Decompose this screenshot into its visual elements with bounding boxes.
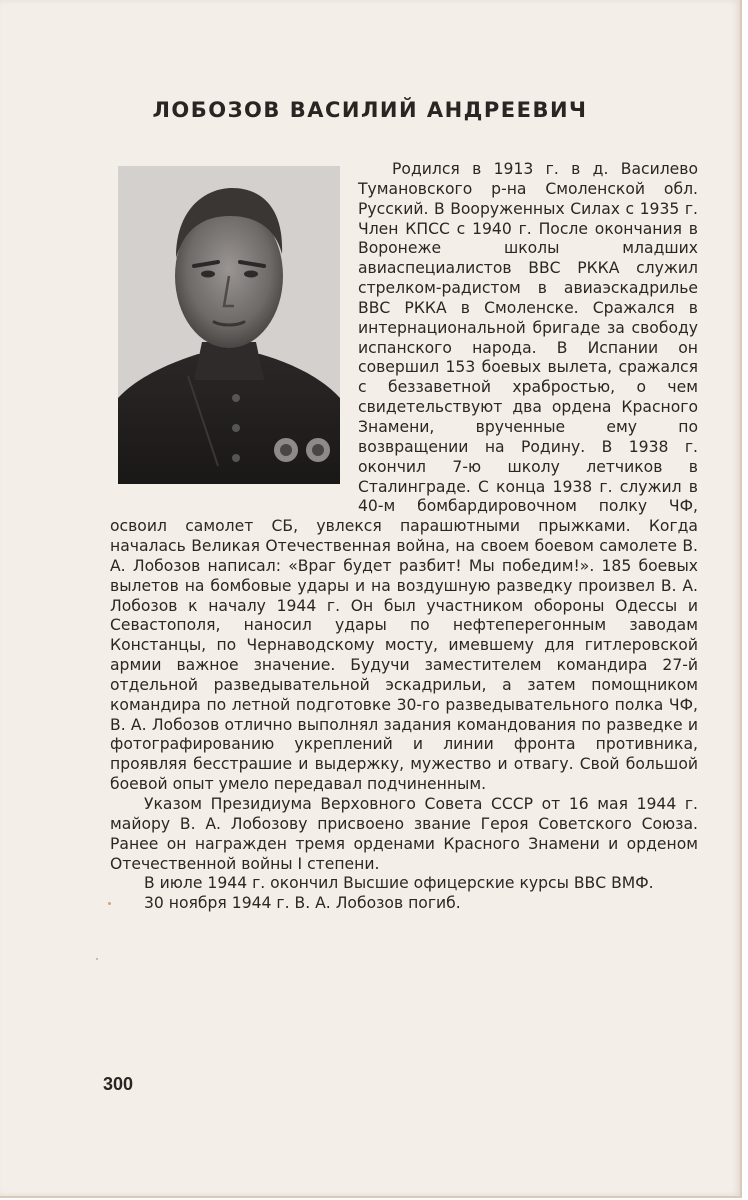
biography-text — [110, 160, 698, 914]
page-number: 300 — [103, 1074, 134, 1094]
paragraph: Родился в 1913 г. в д. Василево Тумановского р-на Смоленской обл. Русский. В Вооруженных Силах с 1935 г. Член КПСС с 1940 г. После окончания в Воронеже школы младших авиаспециалистов ВВС РККА служил стрелком-радистом в авиаэскадрилье ВВС РККА в Смоленске. Сражался в интернациональной бригаде за свободу испанского народа. В Испании он совершил 153 боевых вылета, сражался с беззаветной храбростью, о чем свидетельствуют два ордена Красного Знамени, врученные ему по возвращении на Родину. В 1938 г. окончил 7-ю школу летчиков в Сталинграде. С конца 1938 г. служил в 40-м бомбардировочном полку ЧФ, освоил самолет СБ, увлекся парашютными прыжками. Когда началась Великая Отечественная война, на своем боевом самолете В. А. Лобозов написал: «Враг будет разбит! Мы победим!». 185 боевых вылетов на бомбовые удары и на воздушную разведку произвел В. А. Лобозов к началу 1944 г. Он был участником обороны Одессы и Севастополя, наносил удары по нефтеперегонным заводам Констанцы, по Чернаводскому мосту, имевшему для гитлеровской армии важное значение. Будучи заместителем командира 27-й отдельной разведывательной эскадрильи, а затем помощником командира по летной подготовке 30-го разведывательного полка ЧФ, В. А. Лобозов отлично выполнял задания командования по разведке и фотографированию укреплений и линии фронта противника, проявляя бесстрашие и выдержку, мужество и отвагу. Свой большой боевой опыт умело передавал подчиненным. — [110, 160, 698, 794]
portrait-spacer — [110, 160, 358, 500]
paragraph: Указом Президиума Верховного Совета СССР от 16 мая 1944 г. майору В. А. Лобозову присвоено звание Героя Советского Союза. Ранее он награжден тремя орденами Красного Знамени и орденом Отечественной войны I степени. — [110, 795, 698, 873]
paper-speck — [96, 958, 98, 960]
page-title: ЛОБОЗОВ ВАСИЛИЙ АНДРЕЕВИЧ — [152, 98, 588, 123]
paragraph: 30 ноября 1944 г. В. А. Лобозов погиб. — [144, 894, 461, 913]
paper-speck — [108, 902, 111, 905]
paragraph: В июле 1944 г. окончил Высшие офицерские курсы ВВС ВМФ. — [144, 874, 654, 893]
